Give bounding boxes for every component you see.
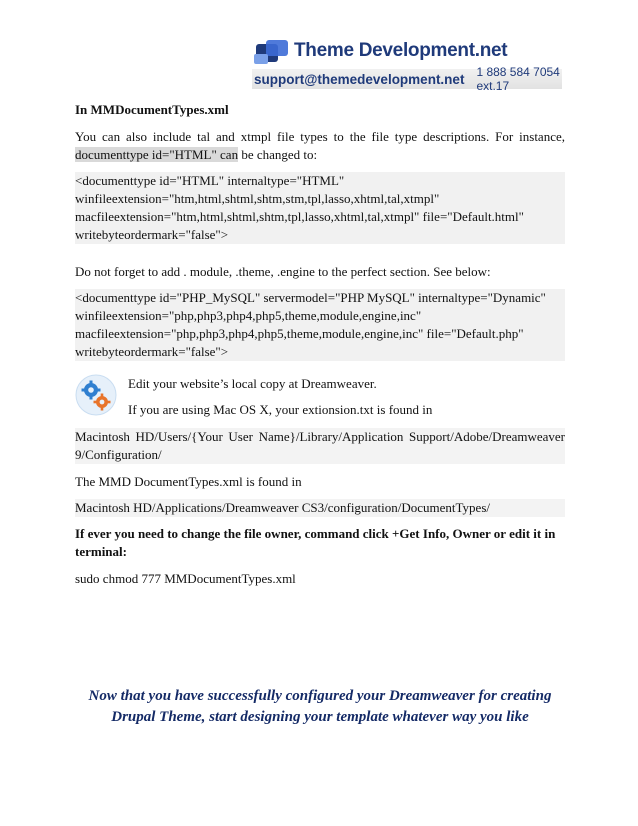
highlighted-text: documenttype id="HTML" can [75,147,239,162]
mmd-note: The MMD DocumentTypes.xml is found in [75,474,302,489]
intro-line-2 [75,146,565,164]
code-block-html [75,172,565,244]
support-email[interactable]: support@themedevelopment.net [254,71,465,87]
section-title: In MMDocumentTypes.xml [75,102,229,117]
code-line: macfileextension="php,php3,php4,php5,theme,module,engine,inc" file="Default.php" [75,326,524,341]
code-line: winfileextension="php,php3,php4,php5,theme,module,engine,inc" [75,308,422,323]
section-note: Do not forget to add . module, .theme, .engine to the perfect section. See below: [75,264,491,279]
support-phone: 1 888 584 7054 ext.17 [476,65,560,93]
tip-line-1: Edit your website’s local copy at Dreamweaver. [128,376,377,391]
brand-logo [252,36,507,66]
closing-message: Now that you have successfully configured your Dreamweaver for creating Drupal Theme, start designing your template whatever way you like [88,688,552,725]
code-line: <documenttype id="PHP_MySQL" servermodel="PHP MySQL" internaltype="Dynamic" [75,290,546,305]
intro-tail: be changed to: [238,147,318,162]
logo-icon [252,36,292,66]
terminal-command: sudo chmod 777 MMDocumentTypes.xml [75,571,296,586]
contact-bar [252,65,562,93]
document-types-path: Macintosh HD/Applications/Dreamweaver CS3/configuration/DocumentTypes/ [75,499,565,517]
logo-text: Theme Development.net [294,40,508,61]
code-line: writebyteordermark="false"> [75,344,229,359]
tip-line-2: If you are using Mac OS X, your extionsion.txt is found in [128,402,433,417]
code-line: writebyteordermark="false"> [75,227,229,242]
code-line: winfileextension="htm,html,shtml,shtm,stm,tpl,lasso,xhtml,tal,xtmpl" [75,191,440,206]
owner-note: If ever you need to change the file owner, command click +Get Info, Owner or edit it in terminal: [75,526,556,559]
intro-line-1: You can also include tal and xtmpl file types to the file type descriptions. For instance, [75,129,565,144]
library-path: Macintosh HD/Users/{Your User Name}/Library/Application Support/Adobe/Dreamweaver 9/Configuration/ [75,429,565,462]
code-line: macfileextension="htm,html,shtml,shtm,tpl,lasso,xhtml,tal,xtmpl" file="Default.html" [75,209,524,224]
code-line: <documenttype id="HTML" internaltype="HTML" [75,173,345,188]
code-block-php [75,289,565,361]
gears-icon [75,374,117,416]
page-header [252,36,562,93]
